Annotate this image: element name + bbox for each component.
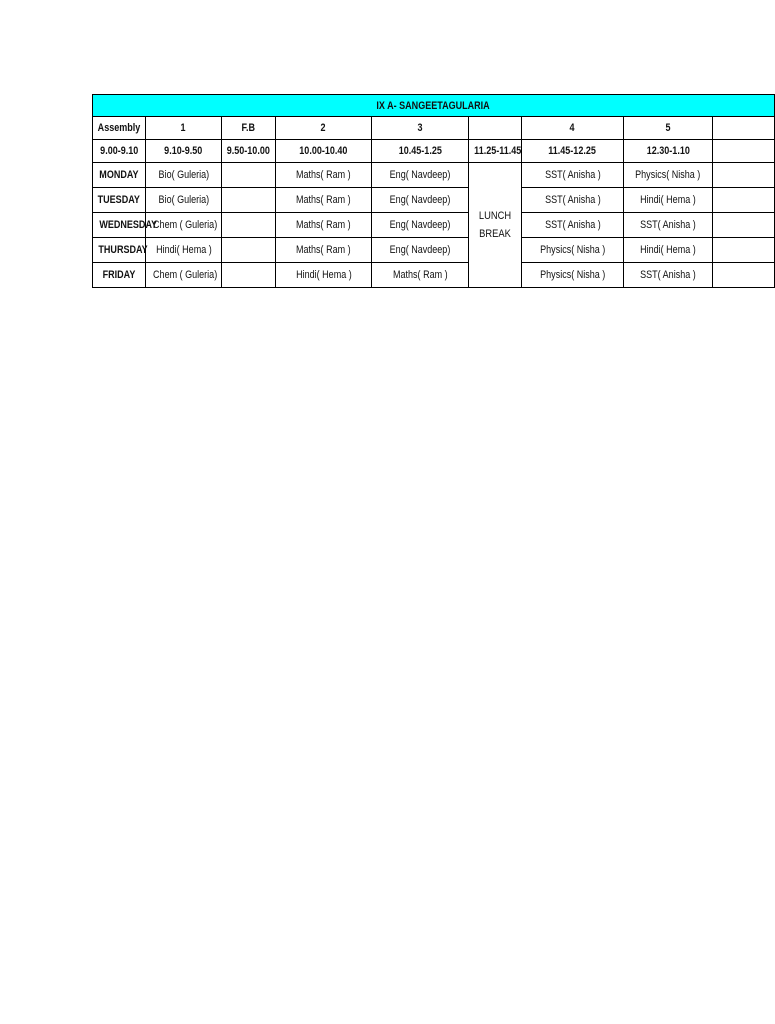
period-header xyxy=(713,117,775,140)
period-4-cell: SST( Anisha ) xyxy=(522,213,624,238)
period-2-cell: Maths( Ram ) xyxy=(276,238,372,263)
time-slot: 11.25-11.45 xyxy=(469,140,522,163)
day-name: MONDAY xyxy=(93,163,146,188)
period-3-cell: Eng( Navdeep) xyxy=(372,188,469,213)
day-row-monday xyxy=(93,163,775,188)
time-slot: 10.00-10.40 xyxy=(276,140,372,163)
time-slot: 11.45-12.25 xyxy=(522,140,624,163)
time-slot: 9.00-9.10 xyxy=(93,140,146,163)
time-slot xyxy=(713,140,775,163)
time-slot: 10.45-1.25 xyxy=(372,140,469,163)
fb-cell xyxy=(222,188,276,213)
period-header: 5 xyxy=(624,117,713,140)
period-5-cell: SST( Anisha ) xyxy=(624,263,713,288)
day-row-thursday xyxy=(93,238,775,263)
timetable-sheet xyxy=(92,94,768,290)
fb-cell xyxy=(222,263,276,288)
period-2-cell: Maths( Ram ) xyxy=(276,188,372,213)
period-header-row xyxy=(93,117,775,140)
period-5-cell: SST( Anisha ) xyxy=(624,213,713,238)
period-header: 4 xyxy=(522,117,624,140)
time-slot: 12.30-1.10 xyxy=(624,140,713,163)
time-header-row xyxy=(93,140,775,163)
period-3-cell: Eng( Navdeep) xyxy=(372,238,469,263)
period-3-cell: Eng( Navdeep) xyxy=(372,213,469,238)
period-4-cell: Physics( Nisha ) xyxy=(522,238,624,263)
period-header: 3 xyxy=(372,117,469,140)
extra-cell xyxy=(713,163,775,188)
day-row-tuesday xyxy=(93,188,775,213)
fb-cell xyxy=(222,163,276,188)
period-4-cell: SST( Anisha ) xyxy=(522,188,624,213)
day-row-friday xyxy=(93,263,775,288)
period-header: 1 xyxy=(146,117,222,140)
period-1-cell: Bio( Guleria) xyxy=(146,163,222,188)
period-1-cell: Chem ( Guleria) xyxy=(146,263,222,288)
timetable xyxy=(92,94,775,288)
break-label: BREAK xyxy=(479,228,511,240)
time-slot: 9.50-10.00 xyxy=(222,140,276,163)
day-name: THURSDAY xyxy=(93,238,146,263)
period-1-cell: Chem ( Guleria) xyxy=(146,213,222,238)
period-3-cell: Eng( Navdeep) xyxy=(372,163,469,188)
extra-cell xyxy=(713,263,775,288)
period-2-cell: Maths( Ram ) xyxy=(276,163,372,188)
day-row-wednesday xyxy=(93,213,775,238)
period-1-cell: Hindi( Hema ) xyxy=(146,238,222,263)
period-5-cell: Hindi( Hema ) xyxy=(624,188,713,213)
extra-cell xyxy=(713,188,775,213)
extra-cell xyxy=(713,213,775,238)
timetable-title: IX A- SANGEETAGULARIA xyxy=(93,95,775,117)
period-header xyxy=(469,117,522,140)
fb-cell xyxy=(222,238,276,263)
period-header: F.B xyxy=(222,117,276,140)
extra-cell xyxy=(713,238,775,263)
period-3-cell: Maths( Ram ) xyxy=(372,263,469,288)
lunch-break-cell xyxy=(469,163,522,288)
fb-cell xyxy=(222,213,276,238)
day-name: TUESDAY xyxy=(93,188,146,213)
time-slot: 9.10-9.50 xyxy=(146,140,222,163)
period-4-cell: SST( Anisha ) xyxy=(522,163,624,188)
day-name: WEDNESDAY xyxy=(93,213,146,238)
period-1-cell: Bio( Guleria) xyxy=(146,188,222,213)
period-header: 2 xyxy=(276,117,372,140)
lunch-label: LUNCH xyxy=(478,210,512,222)
period-5-cell: Hindi( Hema ) xyxy=(624,238,713,263)
period-header: Assembly xyxy=(93,117,146,140)
period-5-cell: Physics( Nisha ) xyxy=(624,163,713,188)
period-4-cell: Physics( Nisha ) xyxy=(522,263,624,288)
period-2-cell: Hindi( Hema ) xyxy=(276,263,372,288)
period-2-cell: Maths( Ram ) xyxy=(276,213,372,238)
day-name: FRIDAY xyxy=(93,263,146,288)
